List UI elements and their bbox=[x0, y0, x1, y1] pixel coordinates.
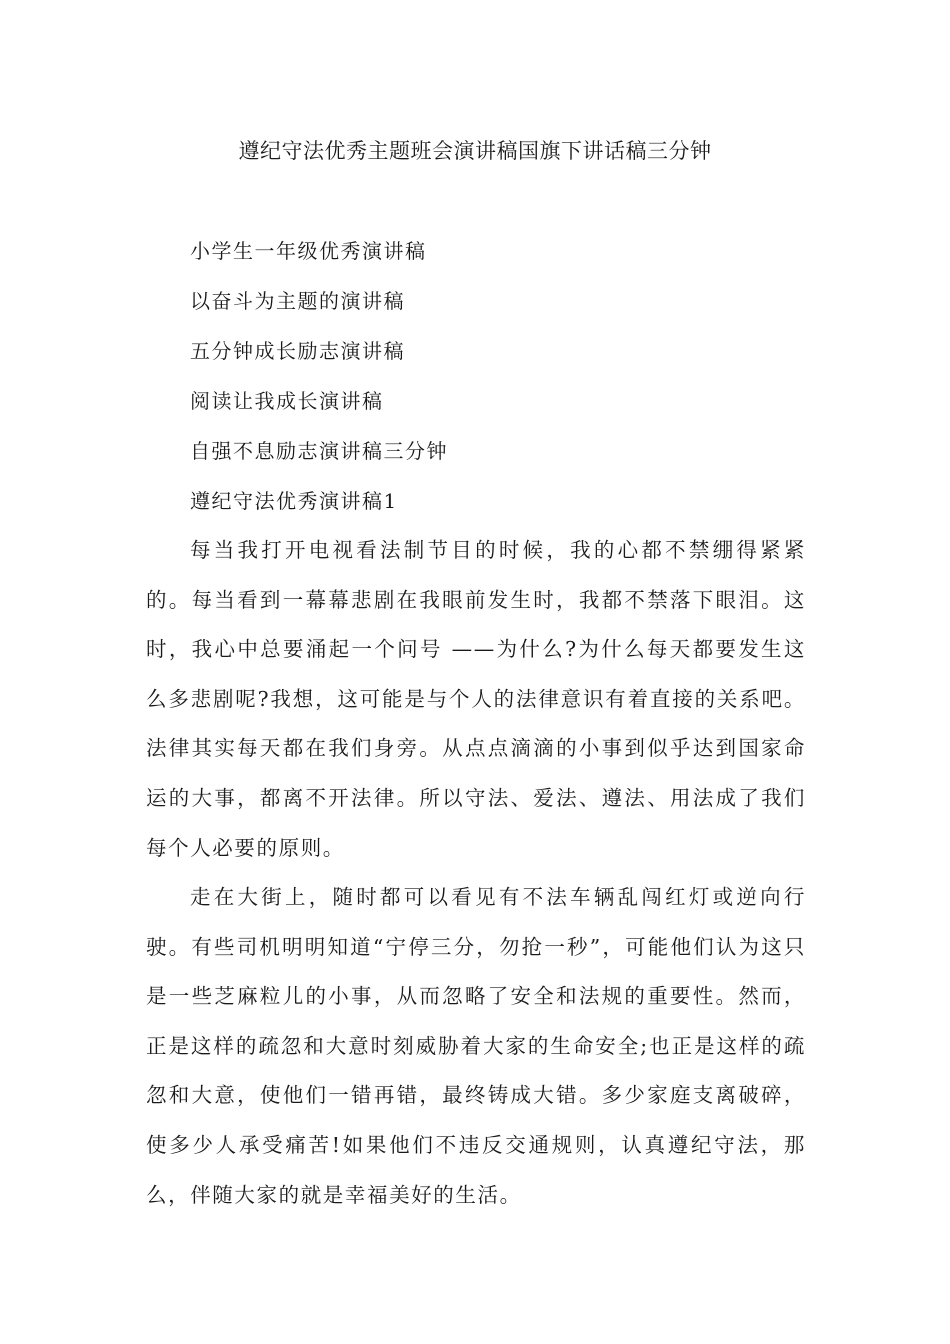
toc-item: 以奋斗为主题的演讲稿 bbox=[190, 289, 405, 313]
toc-item: 阅读让我成长演讲稿 bbox=[190, 389, 384, 413]
toc-item: 五分钟成长励志演讲稿 bbox=[190, 339, 405, 363]
toc-item: 遵纪守法优秀演讲稿1 bbox=[190, 489, 398, 513]
toc-list bbox=[190, 235, 448, 535]
document-title: 遵纪守法优秀主题班会演讲稿国旗下讲话稿三分钟 bbox=[238, 139, 712, 163]
toc-item: 自强不息励志演讲稿三分钟 bbox=[190, 439, 448, 463]
body-paragraph: 走在大街上，随时都可以看见有不法车辆乱闯红灯或逆向行驶。有些司机明明知道“宁停三分，勿抢一秒”，可能他们认为这只是一些芝麻粒儿的小事，从而忽略了安全和法规的重要性。然而，正是这样的疏忽和大意时刻威胁着大家的生命安全;也正是这样的疏忽和大意，使他们一错再错，最终铸成大错。多少家庭支离破碎，使多少人承受痛苦!如果他们不违反交通规则，认真遵纪守法，那么，伴随大家的就是幸福美好的生活。 bbox=[146, 885, 806, 1207]
toc-item: 小学生一年级优秀演讲稿 bbox=[190, 239, 427, 263]
body-paragraph: 每当我打开电视看法制节目的时候，我的心都不禁绷得紧紧的。每当看到一幕幕悲剧在我眼前发生时，我都不禁落下眼泪。这时，我心中总要涌起一个问号 ——为什么?为什么每天都要发生这么多悲剧呢?我想，这可能是与个人的法律意识有着直接的关系吧。法律其实每天都在我们身旁。从点点滴滴的小事到似乎达到国家命运的大事，都离不开法律。所以守法、爱法、遵法、用法成了我们每个人必要的原则。 bbox=[146, 538, 806, 860]
